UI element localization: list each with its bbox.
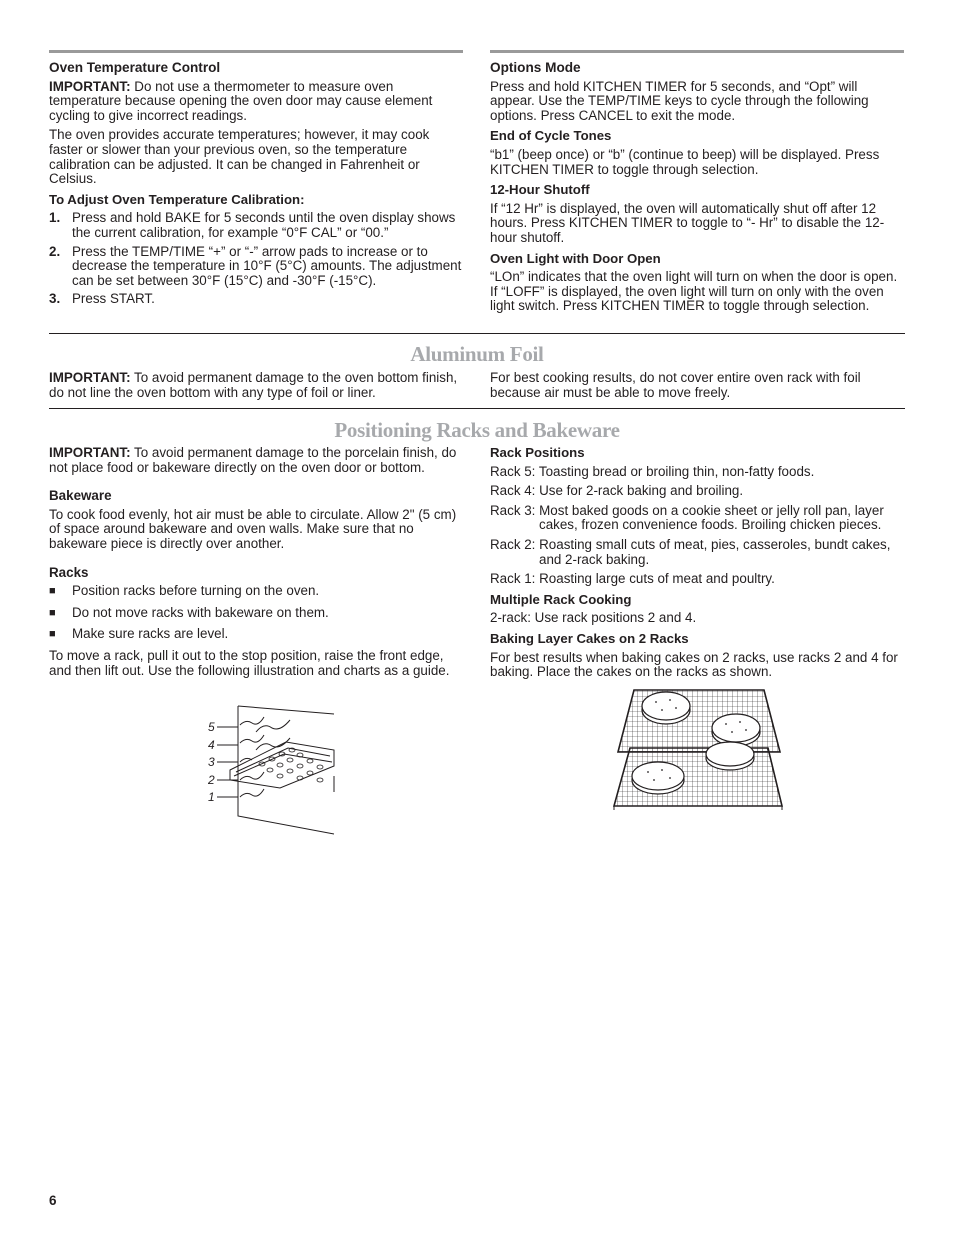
end-tones-text: “b1” (beep once) or “b” (continue to beep) will be displayed. Press KITCHEN TIMER to toggle through selection. — [490, 146, 880, 177]
rack-number-label: 1 — [208, 790, 215, 804]
oven-temp-important: IMPORTANT: Do not use a thermometer to measure oven temperature because opening the oven door may cause element cycling to give incorrect readings. — [49, 78, 433, 123]
bakeware-text: To cook food evenly, hot air must be able to circulate. Allow 2" (5 cm) of space around bakeware and oven walls. Make sure that no bakeware piece is directly over another. — [49, 506, 457, 551]
shutoff-text: If “12 Hr” is displayed, the oven will automatically shut off after 12 hours. Press KITCHEN TIMER to toggle to “- Hr” to disable the 12-hour shutoff. — [490, 200, 885, 245]
layer-cakes-heading: Baking Layer Cakes on 2 Racks — [490, 630, 689, 646]
rack-positions-heading: Rack Positions — [490, 445, 585, 460]
divider-1 — [49, 333, 905, 334]
layer-cakes-text: For best results when baking cakes on 2 racks, use racks 2 and 4 for baking. Place the cakes on the racks as shown. — [490, 649, 898, 680]
shutoff-heading: 12-Hour Shutoff — [490, 182, 590, 198]
rack-position-item: Rack 5: Toasting bread or broiling thin, non-fatty foods. — [490, 463, 815, 479]
calibration-steps — [49, 211, 463, 307]
rack-number-label: 2 — [208, 773, 215, 787]
top-rule-left — [49, 50, 463, 53]
step-item: 1. Press and hold BAKE for 5 seconds until the oven display shows the current calibration, for example “0°F CAL” or “00.” — [49, 210, 456, 240]
step-item: 3. Press START. — [49, 291, 155, 307]
positioning-right — [490, 446, 904, 685]
options-mode-section — [490, 61, 904, 319]
options-mode-heading: Options Mode — [490, 60, 581, 75]
positioning-important: IMPORTANT: To avoid permanent damage to the porcelain finish, do not place food or bakeware directly on the oven door or bottom. — [49, 445, 457, 475]
options-intro: Press and hold KITCHEN TIMER for 5 seconds, and “Opt” will appear. Use the TEMP/TIME keys to cycle through the following options. Press CANCEL to exit the mode. — [490, 78, 869, 123]
light-text: “LOn” indicates that the oven light will turn on when the door is open. If “LOFF” is displayed, the oven light will turn on only with the oven light switch. Press KITCHEN TIMER to toggle through selection. — [490, 269, 898, 314]
rack-position-item: Rack 3: Most baked goods on a cookie sheet or jelly roll pan, layer cakes, frozen convenience foods. Broiling chicken pieces. — [490, 502, 884, 533]
foil-right: For best cooking results, do not cover entire oven rack with foil because air must be able to move freely. — [490, 370, 861, 400]
racks-list — [49, 584, 463, 642]
two-rack-cakes-illustration — [612, 686, 784, 812]
step-item: 2. Press the TEMP/TIME “+” or “-” arrow pads to increase or to decrease the temperature in 10°F (5°C) amounts. The adjustment can be set between 30°F (15°C) and -30°F (-15°C). — [49, 243, 462, 288]
end-tones-heading: End of Cycle Tones — [490, 128, 612, 144]
aluminum-foil-title: Aluminum Foil — [410, 342, 544, 366]
bakeware-heading: Bakeware — [49, 488, 112, 504]
oven-temp-para: The oven provides accurate temperatures; however, it may cook faster or slower than your previous oven, so the temperature calibration can be adjusted. It can be changed in Fahrenheit or Celsius. — [49, 127, 430, 187]
positioning-title: Positioning Racks and Bakeware — [334, 418, 620, 442]
list-item: ■ Make sure racks are level. — [49, 626, 229, 642]
rack-position-item: Rack 1: Roasting large cuts of meat and poultry. — [490, 571, 775, 587]
top-rule-right — [490, 50, 904, 53]
rack-number-label: 4 — [208, 738, 215, 752]
multi-rack-heading: Multiple Rack Cooking — [490, 591, 632, 607]
rack-number-label: 3 — [208, 755, 215, 769]
foil-left: IMPORTANT: To avoid permanent damage to the oven bottom finish, do not line the oven bottom with any type of foil or liner. — [49, 370, 458, 400]
list-item: ■ Do not move racks with bakeware on them. — [49, 604, 329, 620]
divider-2 — [49, 408, 905, 409]
oven-temp-heading: Oven Temperature Control — [49, 60, 221, 75]
multi-rack-text: 2-rack: Use rack positions 2 and 4. — [490, 610, 697, 626]
list-item: ■ Position racks before turning on the oven. — [49, 583, 320, 599]
calibration-subheading: To Adjust Oven Temperature Calibration: — [49, 191, 305, 207]
page-number: 6 — [49, 1193, 57, 1208]
positioning-left — [49, 446, 463, 683]
light-heading: Oven Light with Door Open — [490, 250, 661, 266]
rack-position-item: Rack 4: Use for 2-rack baking and broiling. — [490, 483, 744, 499]
rack-position-item: Rack 2: Roasting small cuts of meat, pies, casseroles, bundt cakes, and 2-rack baking. — [490, 536, 891, 567]
rack-positions-illustration — [200, 704, 340, 838]
racks-heading: Racks — [49, 564, 89, 580]
rack-number-label: 5 — [208, 720, 215, 734]
oven-temperature-section — [49, 61, 463, 311]
move-rack-text: To move a rack, pull it out to the stop position, raise the front edge, and then lift out. Use the following illustration and charts as a guide. — [49, 647, 450, 678]
